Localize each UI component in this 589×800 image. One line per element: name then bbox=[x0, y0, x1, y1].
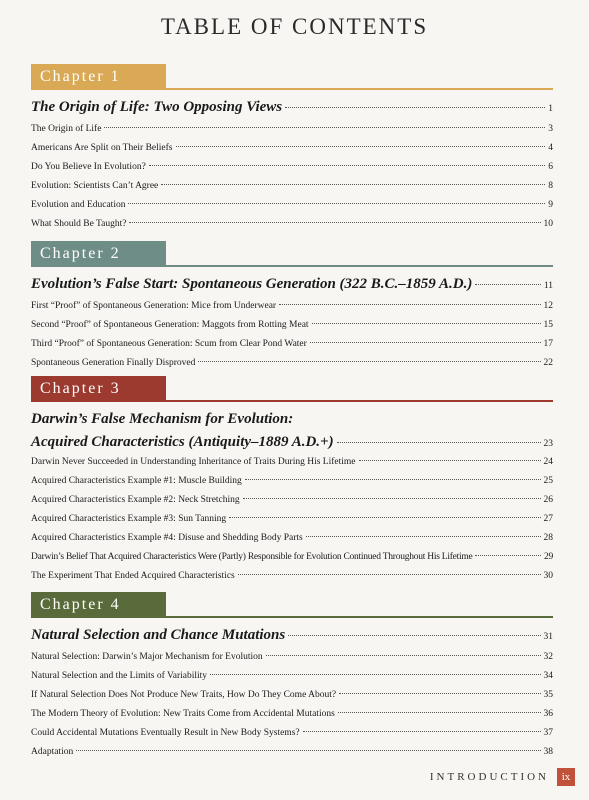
chapter-title: Natural Selection and Chance Mutations bbox=[31, 627, 286, 643]
toc-entry[interactable] bbox=[31, 648, 553, 667]
entry-title: Could Accidental Mutations Eventually Result in New Body Systems? bbox=[31, 728, 300, 738]
page-number: 8 bbox=[548, 181, 553, 191]
page-number: 28 bbox=[543, 533, 553, 543]
chapter-banner bbox=[31, 241, 553, 267]
toc-entry[interactable] bbox=[31, 177, 553, 196]
page-number: 27 bbox=[543, 514, 553, 524]
entry-title: Acquired Characteristics Example #1: Muscle Building bbox=[31, 476, 242, 486]
page-number: 15 bbox=[543, 320, 553, 330]
page-number: 32 bbox=[543, 652, 553, 662]
page-number: 30 bbox=[543, 571, 553, 581]
chapter-title: Evolution’s False Start: Spontaneous Generation (322 B.C.–1859 A.D.) bbox=[31, 276, 473, 292]
page-number: 22 bbox=[543, 358, 553, 368]
entry-title: Americans Are Split on Their Beliefs bbox=[31, 143, 173, 153]
leader-dots bbox=[243, 498, 541, 499]
leader-dots bbox=[288, 635, 540, 636]
toc-entry[interactable] bbox=[31, 724, 553, 743]
toc-entry[interactable] bbox=[31, 297, 553, 316]
toc-entry[interactable] bbox=[31, 510, 553, 529]
page-title: TABLE OF CONTENTS bbox=[160, 14, 429, 39]
page-number: 31 bbox=[543, 632, 553, 642]
leader-dots bbox=[129, 222, 540, 223]
toc-entry[interactable] bbox=[31, 316, 553, 335]
page-number-badge: ix bbox=[557, 768, 575, 786]
entry-title: The Origin of Life bbox=[31, 124, 102, 134]
page-number: 11 bbox=[543, 281, 553, 291]
page-footer bbox=[430, 768, 575, 786]
chapter-title: The Origin of Life: Two Opposing Views bbox=[31, 99, 283, 115]
chapter-2 bbox=[31, 241, 553, 373]
page-number: 35 bbox=[543, 690, 553, 700]
entry-title: Adaptation bbox=[31, 747, 74, 757]
leader-dots bbox=[303, 731, 541, 732]
entry-title: If Natural Selection Does Not Produce New Traits, How Do They Come About? bbox=[31, 690, 337, 700]
page-number: 36 bbox=[543, 709, 553, 719]
entry-title: First “Proof” of Spontaneous Generation: Mice from Underwear bbox=[31, 301, 277, 311]
toc-entry[interactable] bbox=[31, 491, 553, 510]
leader-dots bbox=[210, 674, 540, 675]
leader-dots bbox=[176, 146, 546, 147]
toc-entry[interactable] bbox=[31, 158, 553, 177]
leader-dots bbox=[245, 479, 541, 480]
page-number: 17 bbox=[543, 339, 553, 349]
chapter-title-line2: Acquired Characteristics (Antiquity–1889 A.D.+) bbox=[31, 434, 334, 450]
chapter-rule bbox=[166, 265, 553, 267]
chapter-banner bbox=[31, 376, 553, 402]
entry-title: Darwin’s Belief That Acquired Characteristics Were (Partly) Responsible for Evolution Continued Throughout His Lifetime bbox=[31, 552, 473, 562]
toc-entry[interactable] bbox=[31, 567, 553, 586]
leader-dots bbox=[76, 750, 540, 751]
chapter-rule bbox=[166, 88, 553, 90]
toc-entry[interactable] bbox=[31, 215, 553, 234]
chapter-title-row[interactable] bbox=[31, 99, 553, 116]
section-label: INTRODUCTION bbox=[429, 771, 549, 783]
toc-entry[interactable] bbox=[31, 686, 553, 705]
entry-title: Evolution and Education bbox=[31, 200, 126, 210]
page-number: 10 bbox=[543, 219, 553, 229]
page-number: 1 bbox=[548, 104, 553, 114]
entry-title: The Experiment That Ended Acquired Characteristics bbox=[31, 571, 235, 581]
chapter-label: Chapter 2 bbox=[31, 241, 166, 267]
chapter-rule bbox=[166, 616, 553, 618]
entry-title: Do You Believe In Evolution? bbox=[31, 162, 146, 172]
leader-dots bbox=[161, 184, 545, 185]
entry-title: Spontaneous Generation Finally Disproved bbox=[31, 358, 196, 368]
entry-title: Natural Selection: Darwin’s Major Mechanism for Evolution bbox=[31, 652, 263, 662]
page-number: 25 bbox=[543, 476, 553, 486]
chapter-label: Chapter 3 bbox=[31, 376, 166, 402]
entry-title: Acquired Characteristics Example #2: Neck Stretching bbox=[31, 495, 240, 505]
page-number: 26 bbox=[543, 495, 553, 505]
page-number: 34 bbox=[543, 671, 553, 681]
entry-title: Third “Proof” of Spontaneous Generation: Scum from Clear Pond Water bbox=[31, 339, 307, 349]
chapter-title-line1: Darwin’s False Mechanism for Evolution: bbox=[31, 411, 294, 427]
leader-dots bbox=[104, 127, 545, 128]
chapter-banner bbox=[31, 64, 553, 90]
leader-dots bbox=[306, 536, 541, 537]
entry-title: Acquired Characteristics Example #4: Disuse and Shedding Body Parts bbox=[31, 533, 303, 543]
chapter-1 bbox=[31, 64, 553, 234]
page-number: 23 bbox=[543, 439, 553, 449]
toc-entry[interactable] bbox=[31, 705, 553, 724]
toc-entry[interactable] bbox=[31, 453, 553, 472]
page-number: 37 bbox=[543, 728, 553, 738]
leader-dots bbox=[285, 107, 545, 108]
leader-dots bbox=[266, 655, 541, 656]
page-number: 38 bbox=[543, 747, 553, 757]
leader-dots bbox=[229, 517, 540, 518]
leader-dots bbox=[279, 304, 540, 305]
toc-entry[interactable] bbox=[31, 548, 553, 567]
page-number: 24 bbox=[543, 457, 553, 467]
leader-dots bbox=[238, 574, 541, 575]
chapter-title-row[interactable] bbox=[31, 411, 553, 451]
toc-entry[interactable] bbox=[31, 335, 553, 354]
leader-dots bbox=[359, 460, 541, 461]
leader-dots bbox=[149, 165, 545, 166]
entry-title: What Should Be Taught? bbox=[31, 219, 127, 229]
chapter-3 bbox=[31, 376, 553, 586]
chapter-rule bbox=[166, 400, 553, 402]
chapter-title-row[interactable] bbox=[31, 627, 553, 644]
leader-dots bbox=[310, 342, 541, 343]
entry-title: The Modern Theory of Evolution: New Traits Come from Accidental Mutations bbox=[31, 709, 335, 719]
leader-dots bbox=[339, 693, 540, 694]
leader-dots bbox=[338, 712, 541, 713]
toc-entry[interactable] bbox=[31, 139, 553, 158]
leader-dots bbox=[475, 555, 541, 556]
toc-entry[interactable] bbox=[31, 120, 553, 139]
toc-entry[interactable] bbox=[31, 196, 553, 215]
chapter-label: Chapter 1 bbox=[31, 64, 166, 90]
leader-dots bbox=[312, 323, 541, 324]
toc-entry[interactable] bbox=[31, 743, 553, 762]
entry-title: Second “Proof” of Spontaneous Generation: Maggots from Rotting Meat bbox=[31, 320, 309, 330]
entry-title: Acquired Characteristics Example #3: Sun Tanning bbox=[31, 514, 227, 524]
page-number: 12 bbox=[543, 301, 553, 311]
page-number: 3 bbox=[548, 124, 553, 134]
page-number: 9 bbox=[548, 200, 553, 210]
toc-entry[interactable] bbox=[31, 354, 553, 373]
page-number: 6 bbox=[548, 162, 553, 172]
toc-entry[interactable] bbox=[31, 667, 553, 686]
page-number: 4 bbox=[548, 143, 553, 153]
toc-entry[interactable] bbox=[31, 472, 553, 491]
leader-dots bbox=[128, 203, 545, 204]
entry-title: Evolution: Scientists Can’t Agree bbox=[31, 181, 159, 191]
leader-dots bbox=[198, 361, 540, 362]
leader-dots bbox=[475, 284, 541, 285]
chapter-label: Chapter 4 bbox=[31, 592, 166, 618]
chapter-title-row[interactable] bbox=[31, 276, 553, 293]
entry-title: Darwin Never Succeeded in Understanding Inheritance of Traits During His Lifetime bbox=[31, 457, 356, 467]
entry-title: Natural Selection and the Limits of Variability bbox=[31, 671, 208, 681]
chapter-4 bbox=[31, 592, 553, 762]
chapter-banner bbox=[31, 592, 553, 618]
page-number: 29 bbox=[544, 552, 553, 562]
leader-dots bbox=[337, 442, 541, 443]
toc-entry[interactable] bbox=[31, 529, 553, 548]
